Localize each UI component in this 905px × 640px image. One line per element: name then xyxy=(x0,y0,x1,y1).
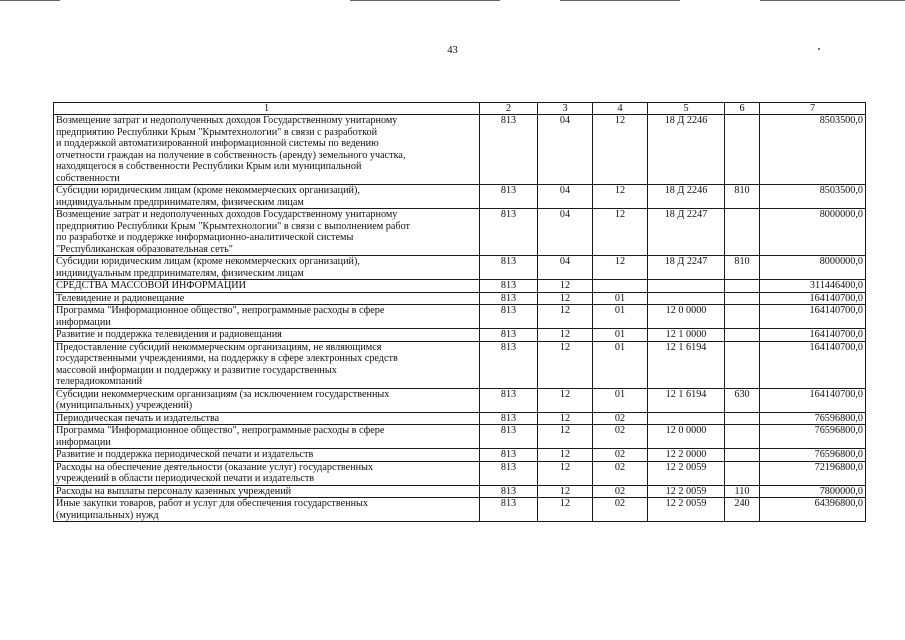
description-line: (муниципальных) учреждений) xyxy=(56,400,193,411)
amount-cell: 164140700,0 xyxy=(760,292,866,305)
amount-cell: 76596800,0 xyxy=(760,412,866,425)
target-item-cell: 18 Д 2247 xyxy=(648,209,725,256)
section-code-cell: 12 xyxy=(538,341,593,388)
row-description xyxy=(54,412,480,425)
ministry-code-cell: 813 xyxy=(480,341,538,388)
amount-cell: 311446400,0 xyxy=(760,280,866,293)
expense-type-cell xyxy=(725,329,760,342)
section-code-cell: 12 xyxy=(538,329,593,342)
subsection-code-cell: 02 xyxy=(593,498,648,522)
row-description xyxy=(54,498,480,522)
row-description xyxy=(54,485,480,498)
ministry-code-cell: 813 xyxy=(480,115,538,185)
header-cell: 2 xyxy=(480,103,538,115)
amount-cell: 164140700,0 xyxy=(760,341,866,388)
target-item-cell: 18 Д 2247 xyxy=(648,256,725,280)
ministry-code-cell: 813 xyxy=(480,485,538,498)
amount-cell: 164140700,0 xyxy=(760,388,866,412)
description-line: массовой информации и поддержку и развитие государственных xyxy=(56,364,337,376)
table-row xyxy=(54,449,866,462)
target-item-cell: 12 1 0000 xyxy=(648,329,725,342)
description-line: Субсидии некоммерческим организациям (за исключением государственных xyxy=(56,388,390,400)
table-row xyxy=(54,329,866,342)
section-code-cell: 12 xyxy=(538,412,593,425)
expense-type-cell xyxy=(725,425,760,449)
expense-type-cell xyxy=(725,280,760,293)
section-code-cell: 12 xyxy=(538,485,593,498)
top-edge-line xyxy=(560,0,680,1)
target-item-cell: 12 1 6194 xyxy=(648,388,725,412)
table-row xyxy=(54,115,866,185)
expense-type-cell xyxy=(725,305,760,329)
subsection-code-cell: 02 xyxy=(593,425,648,449)
budget-table xyxy=(53,102,866,522)
description-line: информации xyxy=(56,316,111,328)
description-line: Иные закупки товаров, работ и услуг для обеспечения государственных xyxy=(56,498,368,509)
section-code-cell: 04 xyxy=(538,185,593,209)
section-code-cell: 12 xyxy=(538,292,593,305)
subsection-code-cell: 02 xyxy=(593,485,648,498)
target-item-cell: 12 2 0059 xyxy=(648,461,725,485)
section-code-cell: 12 xyxy=(538,388,593,412)
ministry-code-cell: 813 xyxy=(480,209,538,256)
description-line: отчетности граждан на получение в собственность (аренду) земельного участка, xyxy=(56,149,406,161)
amount-cell: 8503500,0 xyxy=(760,115,866,185)
amount-cell: 8000000,0 xyxy=(760,209,866,256)
subsection-code-cell: 01 xyxy=(593,292,648,305)
description-line: Периодическая печать и издательства xyxy=(56,412,220,424)
description-line: предприятию Республики Крым "Крымтехнологии" в связи с выполнением работ xyxy=(56,220,410,232)
table-body xyxy=(54,103,866,522)
row-description xyxy=(54,115,480,185)
row-description xyxy=(54,280,480,293)
target-item-cell: 18 Д 2246 xyxy=(648,185,725,209)
description-line: Предоставление субсидий некоммерческим организациям, не являющимся xyxy=(56,341,382,353)
table-row xyxy=(54,292,866,305)
description-line: находящегося в собственности Республики Крым или муниципальной xyxy=(56,161,362,172)
table-row xyxy=(54,412,866,425)
description-line: (муниципальных) нужд xyxy=(56,509,159,521)
description-line: Возмещение затрат и недополученных доходов Государственному унитарному xyxy=(56,115,398,126)
description-line: Развитие и поддержка телевидения и радиовещания xyxy=(56,329,282,340)
subsection-code-cell: 01 xyxy=(593,329,648,342)
amount-cell: 76596800,0 xyxy=(760,449,866,462)
expense-type-cell xyxy=(725,461,760,485)
table-row xyxy=(54,498,866,522)
header-cell: 3 xyxy=(538,103,593,115)
description-line: и поддержкой автоматизированной информационной системы по ведению xyxy=(56,138,379,149)
section-code-cell: 12 xyxy=(538,305,593,329)
table-row xyxy=(54,341,866,388)
subsection-code-cell: 01 xyxy=(593,388,648,412)
description-line: Субсидии юридическим лицам (кроме некоммерческих организаций), xyxy=(56,185,360,196)
page-number: 43 xyxy=(447,45,458,56)
subsection-code-cell xyxy=(593,280,648,293)
row-description xyxy=(54,425,480,449)
subsection-code-cell: 12 xyxy=(593,185,648,209)
description-line: Программа "Информационное общество", непрограммные расходы в сфере xyxy=(56,305,385,316)
description-line: Расходы на обеспечение деятельности (оказание услуг) государственных xyxy=(56,461,374,473)
ministry-code-cell: 813 xyxy=(480,388,538,412)
expense-type-cell xyxy=(725,412,760,425)
subsection-code-cell: 02 xyxy=(593,461,648,485)
expense-type-cell: 240 xyxy=(725,498,760,522)
ministry-code-cell: 813 xyxy=(480,305,538,329)
table-row xyxy=(54,209,866,256)
row-description xyxy=(54,305,480,329)
row-description xyxy=(54,185,480,209)
expense-type-cell xyxy=(725,341,760,388)
target-item-cell xyxy=(648,412,725,425)
section-code-cell: 12 xyxy=(538,280,593,293)
amount-cell: 8000000,0 xyxy=(760,256,866,280)
table-row xyxy=(54,425,866,449)
table-row xyxy=(54,305,866,329)
description-line: "Республиканская образовательная сеть" xyxy=(56,243,233,255)
top-edge-line xyxy=(760,0,905,1)
section-code-cell: 04 xyxy=(538,209,593,256)
expense-type-cell: 810 xyxy=(725,256,760,280)
header-cell: 6 xyxy=(725,103,760,115)
ministry-code-cell: 813 xyxy=(480,425,538,449)
subsection-code-cell: 02 xyxy=(593,412,648,425)
ministry-code-cell: 813 xyxy=(480,292,538,305)
expense-type-cell: 110 xyxy=(725,485,760,498)
subsection-code-cell: 12 xyxy=(593,209,648,256)
ministry-code-cell: 813 xyxy=(480,280,538,293)
top-edge-line xyxy=(350,0,500,1)
header-cell: 7 xyxy=(760,103,866,115)
expense-type-cell: 630 xyxy=(725,388,760,412)
ministry-code-cell: 813 xyxy=(480,412,538,425)
target-item-cell xyxy=(648,280,725,293)
description-line: Развитие и поддержка периодической печати и издательств xyxy=(56,449,314,460)
section-code-cell: 12 xyxy=(538,449,593,462)
amount-cell: 8503500,0 xyxy=(760,185,866,209)
section-code-cell: 12 xyxy=(538,498,593,522)
description-line: Субсидии юридическим лицам (кроме некоммерческих организаций), xyxy=(56,256,360,267)
expense-type-cell: 810 xyxy=(725,185,760,209)
target-item-cell: 12 0 0000 xyxy=(648,425,725,449)
expense-type-cell xyxy=(725,292,760,305)
amount-cell: 76596800,0 xyxy=(760,425,866,449)
table-row xyxy=(54,280,866,293)
ministry-code-cell: 813 xyxy=(480,498,538,522)
description-line: Возмещение затрат и недополученных доходов Государственному унитарному xyxy=(56,209,398,220)
row-description xyxy=(54,292,480,305)
description-line: собственности xyxy=(56,172,120,184)
expense-type-cell xyxy=(725,209,760,256)
subsection-code-cell: 01 xyxy=(593,305,648,329)
description-line: информации xyxy=(56,436,111,448)
subsection-code-cell: 12 xyxy=(593,256,648,280)
description-line: индивидуальным предпринимателям, физическим лицам xyxy=(56,267,304,279)
header-cell: 1 xyxy=(54,103,480,115)
description-line: Телевидение и радиовещание xyxy=(56,292,185,304)
description-line: государственными учреждениями, на поддержку в сфере электронных средств xyxy=(56,353,398,364)
row-description xyxy=(54,449,480,462)
target-item-cell xyxy=(648,292,725,305)
header-cell: 4 xyxy=(593,103,648,115)
row-description xyxy=(54,341,480,388)
ministry-code-cell: 813 xyxy=(480,185,538,209)
section-code-cell: 04 xyxy=(538,115,593,185)
top-edge-line xyxy=(0,0,60,1)
description-line: индивидуальным предпринимателям, физическим лицам xyxy=(56,196,304,208)
subsection-code-cell: 01 xyxy=(593,341,648,388)
amount-cell: 72196800,0 xyxy=(760,461,866,485)
target-item-cell: 12 0 0000 xyxy=(648,305,725,329)
target-item-cell: 12 2 0000 xyxy=(648,449,725,462)
section-code-cell: 12 xyxy=(538,425,593,449)
amount-cell: 7800000,0 xyxy=(760,485,866,498)
target-item-cell: 12 1 6194 xyxy=(648,341,725,388)
target-item-cell: 12 2 0059 xyxy=(648,485,725,498)
row-description xyxy=(54,329,480,342)
amount-cell: 164140700,0 xyxy=(760,305,866,329)
ministry-code-cell: 813 xyxy=(480,449,538,462)
row-description xyxy=(54,209,480,256)
expense-type-cell xyxy=(725,449,760,462)
row-description xyxy=(54,256,480,280)
section-code-cell: 04 xyxy=(538,256,593,280)
subsection-code-cell: 12 xyxy=(593,115,648,185)
row-description xyxy=(54,461,480,485)
description-line: по разработке и поддержке информационно-аналитической системы xyxy=(56,232,354,243)
description-line: предприятию Республики Крым "Крымтехнологии" в связи с разработкой xyxy=(56,126,378,138)
table-row xyxy=(54,461,866,485)
target-item-cell: 18 Д 2246 xyxy=(648,115,725,185)
ministry-code-cell: 813 xyxy=(480,461,538,485)
section-code-cell: 12 xyxy=(538,461,593,485)
subsection-code-cell: 02 xyxy=(593,449,648,462)
amount-cell: 64396800,0 xyxy=(760,498,866,522)
row-description xyxy=(54,388,480,412)
description-line: СРЕДСТВА МАССОВОЙ ИНФОРМАЦИИ xyxy=(56,280,247,291)
description-line: Расходы на выплаты персоналу казенных учреждений xyxy=(56,485,292,497)
table-row xyxy=(54,388,866,412)
table-header-row xyxy=(54,103,866,115)
ministry-code-cell: 813 xyxy=(480,256,538,280)
table-row xyxy=(54,485,866,498)
ministry-code-cell: 813 xyxy=(480,329,538,342)
scan-speck xyxy=(818,48,820,50)
header-cell: 5 xyxy=(648,103,725,115)
description-line: учреждений в области периодической печати и издательств xyxy=(56,473,315,484)
table-row xyxy=(54,256,866,280)
description-line: телерадиокомпаний xyxy=(56,376,143,387)
expense-type-cell xyxy=(725,115,760,185)
table-row xyxy=(54,185,866,209)
target-item-cell: 12 2 0059 xyxy=(648,498,725,522)
description-line: Программа "Информационное общество", непрограммные расходы в сфере xyxy=(56,425,385,436)
amount-cell: 164140700,0 xyxy=(760,329,866,342)
